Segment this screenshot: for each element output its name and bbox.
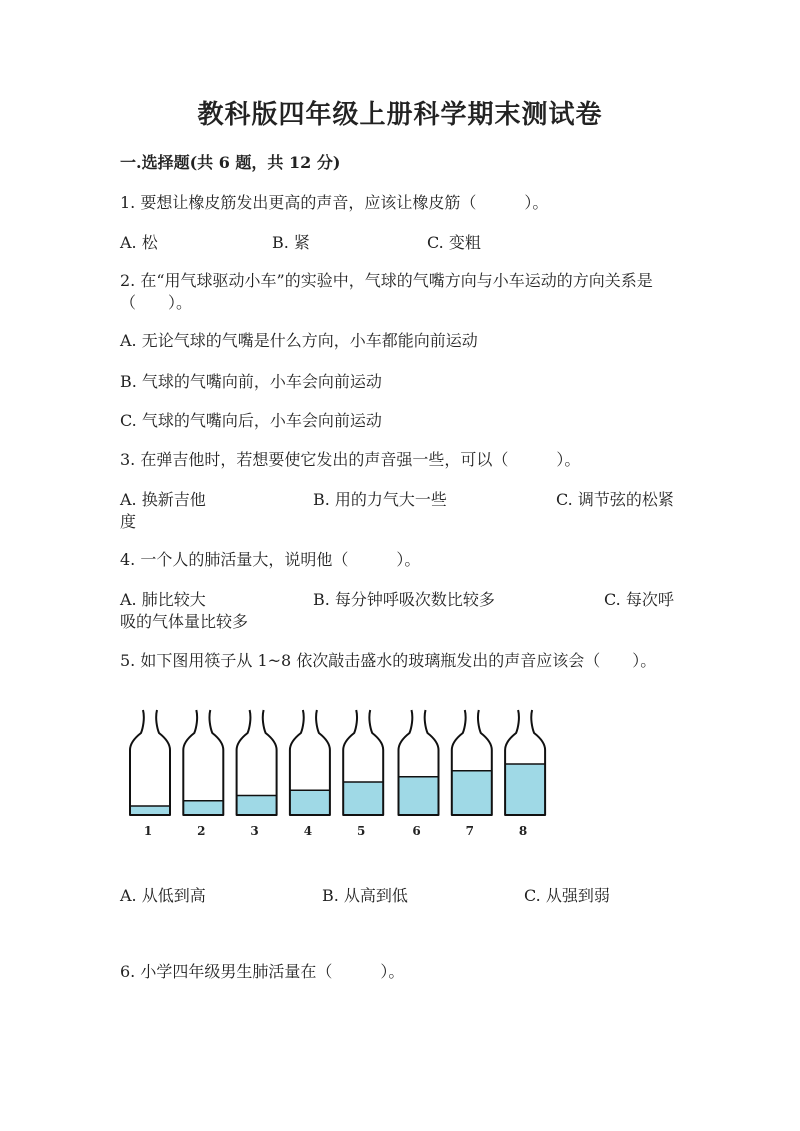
bottle-1 — [130, 710, 170, 838]
bottle-3 — [237, 710, 277, 838]
bottle-label-4: 4 — [303, 824, 313, 838]
bottles-figure — [120, 700, 560, 850]
bottle-8 — [505, 710, 545, 838]
question-4-stem: 4. 一个人的肺活量大，说明他（ ）。 — [120, 550, 421, 569]
bottle-5 — [343, 710, 383, 838]
question-3-option-a[interactable]: A. 换新吉他 — [120, 490, 206, 509]
question-6-stem: 6. 小学四年级男生肺活量在（ ）。 — [120, 962, 405, 981]
bottle-outline-2 — [183, 710, 223, 815]
question-3-option-b[interactable]: B. 用的力气大一些 — [313, 490, 447, 509]
question-3-option-c[interactable]: C. 调节弦的松紧 — [556, 490, 674, 509]
bottle-outline-1 — [130, 710, 170, 815]
bottle-label-2: 2 — [197, 824, 206, 838]
question-1-option-b[interactable]: B. 紧 — [272, 233, 310, 252]
question-1-option-a[interactable]: A. 松 — [120, 233, 158, 252]
bottle-label-5: 5 — [357, 824, 366, 838]
bottle-label-1: 1 — [143, 824, 153, 838]
bottle-label-7: 7 — [465, 824, 474, 838]
bottle-water-5 — [343, 782, 383, 815]
question-2-option-c[interactable]: C. 气球的气嘴向后，小车会向前运动 — [120, 411, 382, 430]
bottle-2 — [183, 710, 223, 838]
question-3-option-c-wrap: 度 — [120, 512, 137, 531]
question-1-option-c[interactable]: C. 变粗 — [427, 233, 481, 252]
bottle-water-4 — [290, 790, 330, 815]
bottle-water-1 — [130, 806, 170, 815]
section-heading: 一.选择题(共 6 题，共 12 分) — [120, 153, 341, 172]
bottle-water-2 — [183, 801, 223, 815]
question-2-option-b[interactable]: B. 气球的气嘴向前，小车会向前运动 — [120, 372, 382, 391]
page-title: 教科版四年级上册科学期末测试卷 — [197, 100, 603, 130]
question-4-option-c[interactable]: C. 每次呼 — [604, 590, 674, 609]
question-1-stem: 1. 要想让橡皮筋发出更高的声音，应该让橡皮筋（ ）。 — [120, 193, 549, 212]
bottle-7 — [452, 710, 492, 838]
bottle-label-8: 8 — [518, 824, 528, 838]
bottle-4 — [290, 710, 330, 838]
question-4-option-a[interactable]: A. 肺比较大 — [120, 590, 206, 609]
question-2-stem-line1: 2. 在“用气球驱动小车”的实验中，气球的气嘴方向与小车运动的方向关系是 — [120, 271, 653, 290]
bottle-water-7 — [452, 771, 492, 815]
bottle-label-3: 3 — [250, 824, 259, 838]
bottle-water-3 — [237, 796, 277, 816]
bottle-water-8 — [505, 764, 545, 815]
question-2-stem-line2: （ ）。 — [120, 293, 193, 312]
question-5-option-c[interactable]: C. 从强到弱 — [524, 886, 610, 905]
question-2-option-a[interactable]: A. 无论气球的气嘴是什么方向，小车都能向前运动 — [120, 331, 478, 350]
bottle-label-6: 6 — [412, 824, 421, 838]
question-3-stem: 3. 在弹吉他时，若想要使它发出的声音强一些，可以（ ）。 — [120, 450, 581, 469]
question-5-option-b[interactable]: B. 从高到低 — [322, 886, 408, 905]
bottles-illustration — [120, 700, 560, 850]
question-4-option-b[interactable]: B. 每分钟呼吸次数比较多 — [313, 590, 495, 609]
bottle-water-6 — [399, 777, 439, 815]
bottle-6 — [399, 710, 439, 838]
question-5-stem: 5. 如下图用筷子从 1~8 依次敲击盛水的玻璃瓶发出的声音应该会（ ）。 — [120, 651, 657, 670]
question-4-option-c-wrap: 吸的气体量比较多 — [120, 612, 249, 631]
question-5-option-a[interactable]: A. 从低到高 — [120, 886, 206, 905]
